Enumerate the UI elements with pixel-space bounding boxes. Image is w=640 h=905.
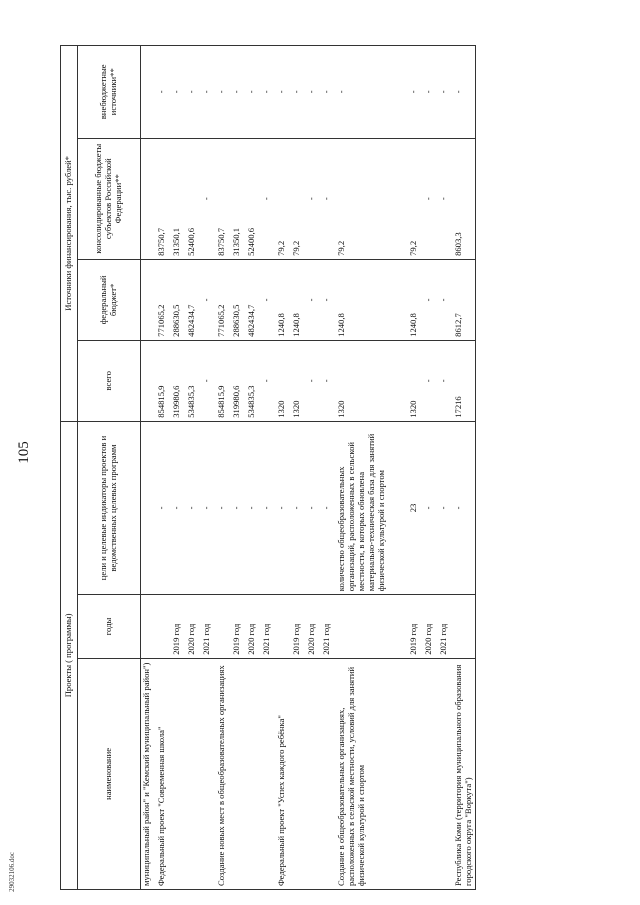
cell-federal: -: [201, 259, 216, 340]
table-row: [423, 46, 438, 890]
cell-year: 2020 год: [423, 595, 438, 659]
cell-extra: -: [231, 46, 246, 139]
header-name: наименование: [78, 658, 141, 889]
cell-extra: -: [201, 46, 216, 139]
cell-year: 2020 год: [246, 595, 261, 659]
header-federal: федеральный бюджет*: [78, 259, 141, 340]
cell-regional: -: [261, 138, 276, 259]
cell-federal: -: [423, 259, 438, 340]
cell-extra: -: [408, 46, 423, 139]
cell-name: [423, 658, 438, 889]
table-row: [291, 46, 306, 890]
cell-total: -: [438, 340, 453, 421]
cell-name: [438, 658, 453, 889]
header-sources-group: Источники финансирования, тыс. рублей*: [61, 46, 78, 422]
cell-name: [186, 658, 201, 889]
cell-regional: 83750,7: [156, 138, 171, 259]
table-row: [246, 46, 261, 890]
cell-regional: 83750,7: [216, 138, 231, 259]
table-row: [216, 46, 231, 890]
cell-regional: 31350,1: [231, 138, 246, 259]
cell-extra: -: [216, 46, 231, 139]
cell-name: Федеральный проект "Успех каждого ребёнка": [276, 658, 291, 889]
cell-indicator: -: [291, 421, 306, 594]
table-row: [156, 46, 171, 890]
cell-year: [336, 595, 408, 659]
cell-name: [321, 658, 336, 889]
cell-extra: -: [438, 46, 453, 139]
cell-federal: 288630,5: [171, 259, 186, 340]
table-row: [306, 46, 321, 890]
header-row-groups: [61, 46, 78, 890]
cell-year: 2019 год: [291, 595, 306, 659]
cell-indicator: -: [171, 421, 186, 594]
cell-name: Республика Коми (территория муниципального образования городского округа "Воркута"): [453, 658, 475, 889]
cell-federal: 771065,2: [216, 259, 231, 340]
footer-file-name: 29032106.doc: [8, 852, 16, 892]
cell-indicator: -: [201, 421, 216, 594]
cell-regional: -: [321, 138, 336, 259]
cell-total: 17216: [453, 340, 475, 421]
cell-federal: 771065,2: [156, 259, 171, 340]
cell-year: 2019 год: [171, 595, 186, 659]
table-row: [231, 46, 246, 890]
cell-year: 2021 год: [261, 595, 276, 659]
cell-regional: -: [306, 138, 321, 259]
cell-extra: -: [156, 46, 171, 139]
cell-indicator: -: [156, 421, 171, 594]
header-extra: внебюджетные источники**: [78, 46, 141, 139]
cell-extra: -: [246, 46, 261, 139]
cell-indicator: -: [261, 421, 276, 594]
cell-name: [306, 658, 321, 889]
cell-regional: 31350,1: [171, 138, 186, 259]
cell-name: [246, 658, 261, 889]
cell-regional: 52400,6: [186, 138, 201, 259]
cell-indicator: -: [438, 421, 453, 594]
cell-federal: -: [438, 259, 453, 340]
cell-year: [141, 595, 157, 659]
rotated-table-container: [60, 45, 580, 890]
cell-total: -: [201, 340, 216, 421]
cell-indicator: -: [231, 421, 246, 594]
table-row: [321, 46, 336, 890]
cell-indicator: -: [321, 421, 336, 594]
cell-total: 534835,3: [246, 340, 261, 421]
cell-total: -: [261, 340, 276, 421]
funding-table: [60, 45, 476, 890]
cell-regional: [141, 138, 157, 259]
cell-federal: -: [261, 259, 276, 340]
header-row-columns: [78, 46, 141, 890]
header-total: всего: [78, 340, 141, 421]
cell-total: 1320: [336, 340, 408, 421]
cell-indicator: -: [423, 421, 438, 594]
cell-extra: -: [321, 46, 336, 139]
header-years: годы: [78, 595, 141, 659]
cell-extra: -: [276, 46, 291, 139]
cell-total: 854815,9: [216, 340, 231, 421]
cell-regional: -: [438, 138, 453, 259]
table-row: [408, 46, 423, 890]
cell-name: [171, 658, 186, 889]
table-row: [171, 46, 186, 890]
page-number: 105: [15, 441, 32, 464]
table-row: [141, 46, 157, 890]
cell-year: [453, 595, 475, 659]
cell-extra: -: [306, 46, 321, 139]
table-row: [186, 46, 201, 890]
cell-regional: -: [201, 138, 216, 259]
cell-name: [201, 658, 216, 889]
table-row: [453, 46, 475, 890]
cell-year: 2019 год: [408, 595, 423, 659]
cell-extra: -: [453, 46, 475, 139]
cell-federal: 1240,8: [408, 259, 423, 340]
cell-indicator: -: [246, 421, 261, 594]
cell-name: [231, 658, 246, 889]
header-projects-group: Проекты ( программы): [61, 421, 78, 889]
cell-regional: 52400,6: [246, 138, 261, 259]
cell-year: [276, 595, 291, 659]
cell-year: 2021 год: [321, 595, 336, 659]
cell-federal: 1240,8: [336, 259, 408, 340]
cell-federal: 288630,5: [231, 259, 246, 340]
cell-year: [156, 595, 171, 659]
table-row: [336, 46, 408, 890]
cell-year: [216, 595, 231, 659]
table-row: [438, 46, 453, 890]
cell-extra: -: [186, 46, 201, 139]
cell-extra: -: [261, 46, 276, 139]
table-row: [261, 46, 276, 890]
cell-extra: -: [336, 46, 408, 139]
cell-extra: -: [171, 46, 186, 139]
cell-indicator: [141, 421, 157, 594]
header-indicators: цели и целевые индикаторы проектов и ведомственных целевых программ: [78, 421, 141, 594]
cell-year: 2020 год: [306, 595, 321, 659]
cell-name: [408, 658, 423, 889]
cell-year: 2020 год: [186, 595, 201, 659]
cell-indicator: 23: [408, 421, 423, 594]
cell-extra: -: [291, 46, 306, 139]
cell-regional: -: [423, 138, 438, 259]
cell-total: -: [321, 340, 336, 421]
cell-total: 319980,6: [171, 340, 186, 421]
cell-year: 2021 год: [201, 595, 216, 659]
cell-federal: 1240,8: [276, 259, 291, 340]
cell-name: [291, 658, 306, 889]
cell-federal: [141, 259, 157, 340]
cell-federal: -: [321, 259, 336, 340]
cell-regional: 79,2: [276, 138, 291, 259]
cell-indicator: -: [276, 421, 291, 594]
cell-regional: 79,2: [408, 138, 423, 259]
cell-extra: -: [423, 46, 438, 139]
cell-regional: 8603,3: [453, 138, 475, 259]
cell-total: 1320: [291, 340, 306, 421]
cell-federal: -: [306, 259, 321, 340]
cell-regional: 79,2: [336, 138, 408, 259]
cell-total: 854815,9: [156, 340, 171, 421]
cell-name: [261, 658, 276, 889]
cell-indicator: -: [306, 421, 321, 594]
cell-total: -: [306, 340, 321, 421]
cell-name: Создание новых мест в общеобразовательных организациях: [216, 658, 231, 889]
cell-year: 2021 год: [438, 595, 453, 659]
cell-total: 319980,6: [231, 340, 246, 421]
cell-name: муниципальный район" и "Кемский муниципальный район"): [141, 658, 157, 889]
cell-total: -: [423, 340, 438, 421]
cell-total: 534835,3: [186, 340, 201, 421]
cell-name: Федеральный проект "Современная школа": [156, 658, 171, 889]
cell-federal: 1240,8: [291, 259, 306, 340]
cell-federal: 482434,7: [246, 259, 261, 340]
table-row: [276, 46, 291, 890]
cell-indicator: количество общеобразовательных организаций, расположенных в сельской местности, в которых обновлена материально-техническая база для занятий физической культурой и спортом: [336, 421, 408, 594]
footer-area: [0, 0, 24, 905]
cell-total: 1320: [408, 340, 423, 421]
cell-regional: 79,2: [291, 138, 306, 259]
cell-total: [141, 340, 157, 421]
cell-indicator: -: [216, 421, 231, 594]
cell-extra: [141, 46, 157, 139]
cell-total: 1320: [276, 340, 291, 421]
table-row: [201, 46, 216, 890]
header-regional: консолидированные бюджеты субъектов Российской Федерации**: [78, 138, 141, 259]
cell-year: 2019 год: [231, 595, 246, 659]
cell-federal: 8612,7: [453, 259, 475, 340]
cell-federal: 482434,7: [186, 259, 201, 340]
cell-name: Создание в общеобразовательных организациях, расположенных в сельской местности, условий для занятий физической культурой и спортом: [336, 658, 408, 889]
cell-indicator: -: [453, 421, 475, 594]
cell-indicator: -: [186, 421, 201, 594]
